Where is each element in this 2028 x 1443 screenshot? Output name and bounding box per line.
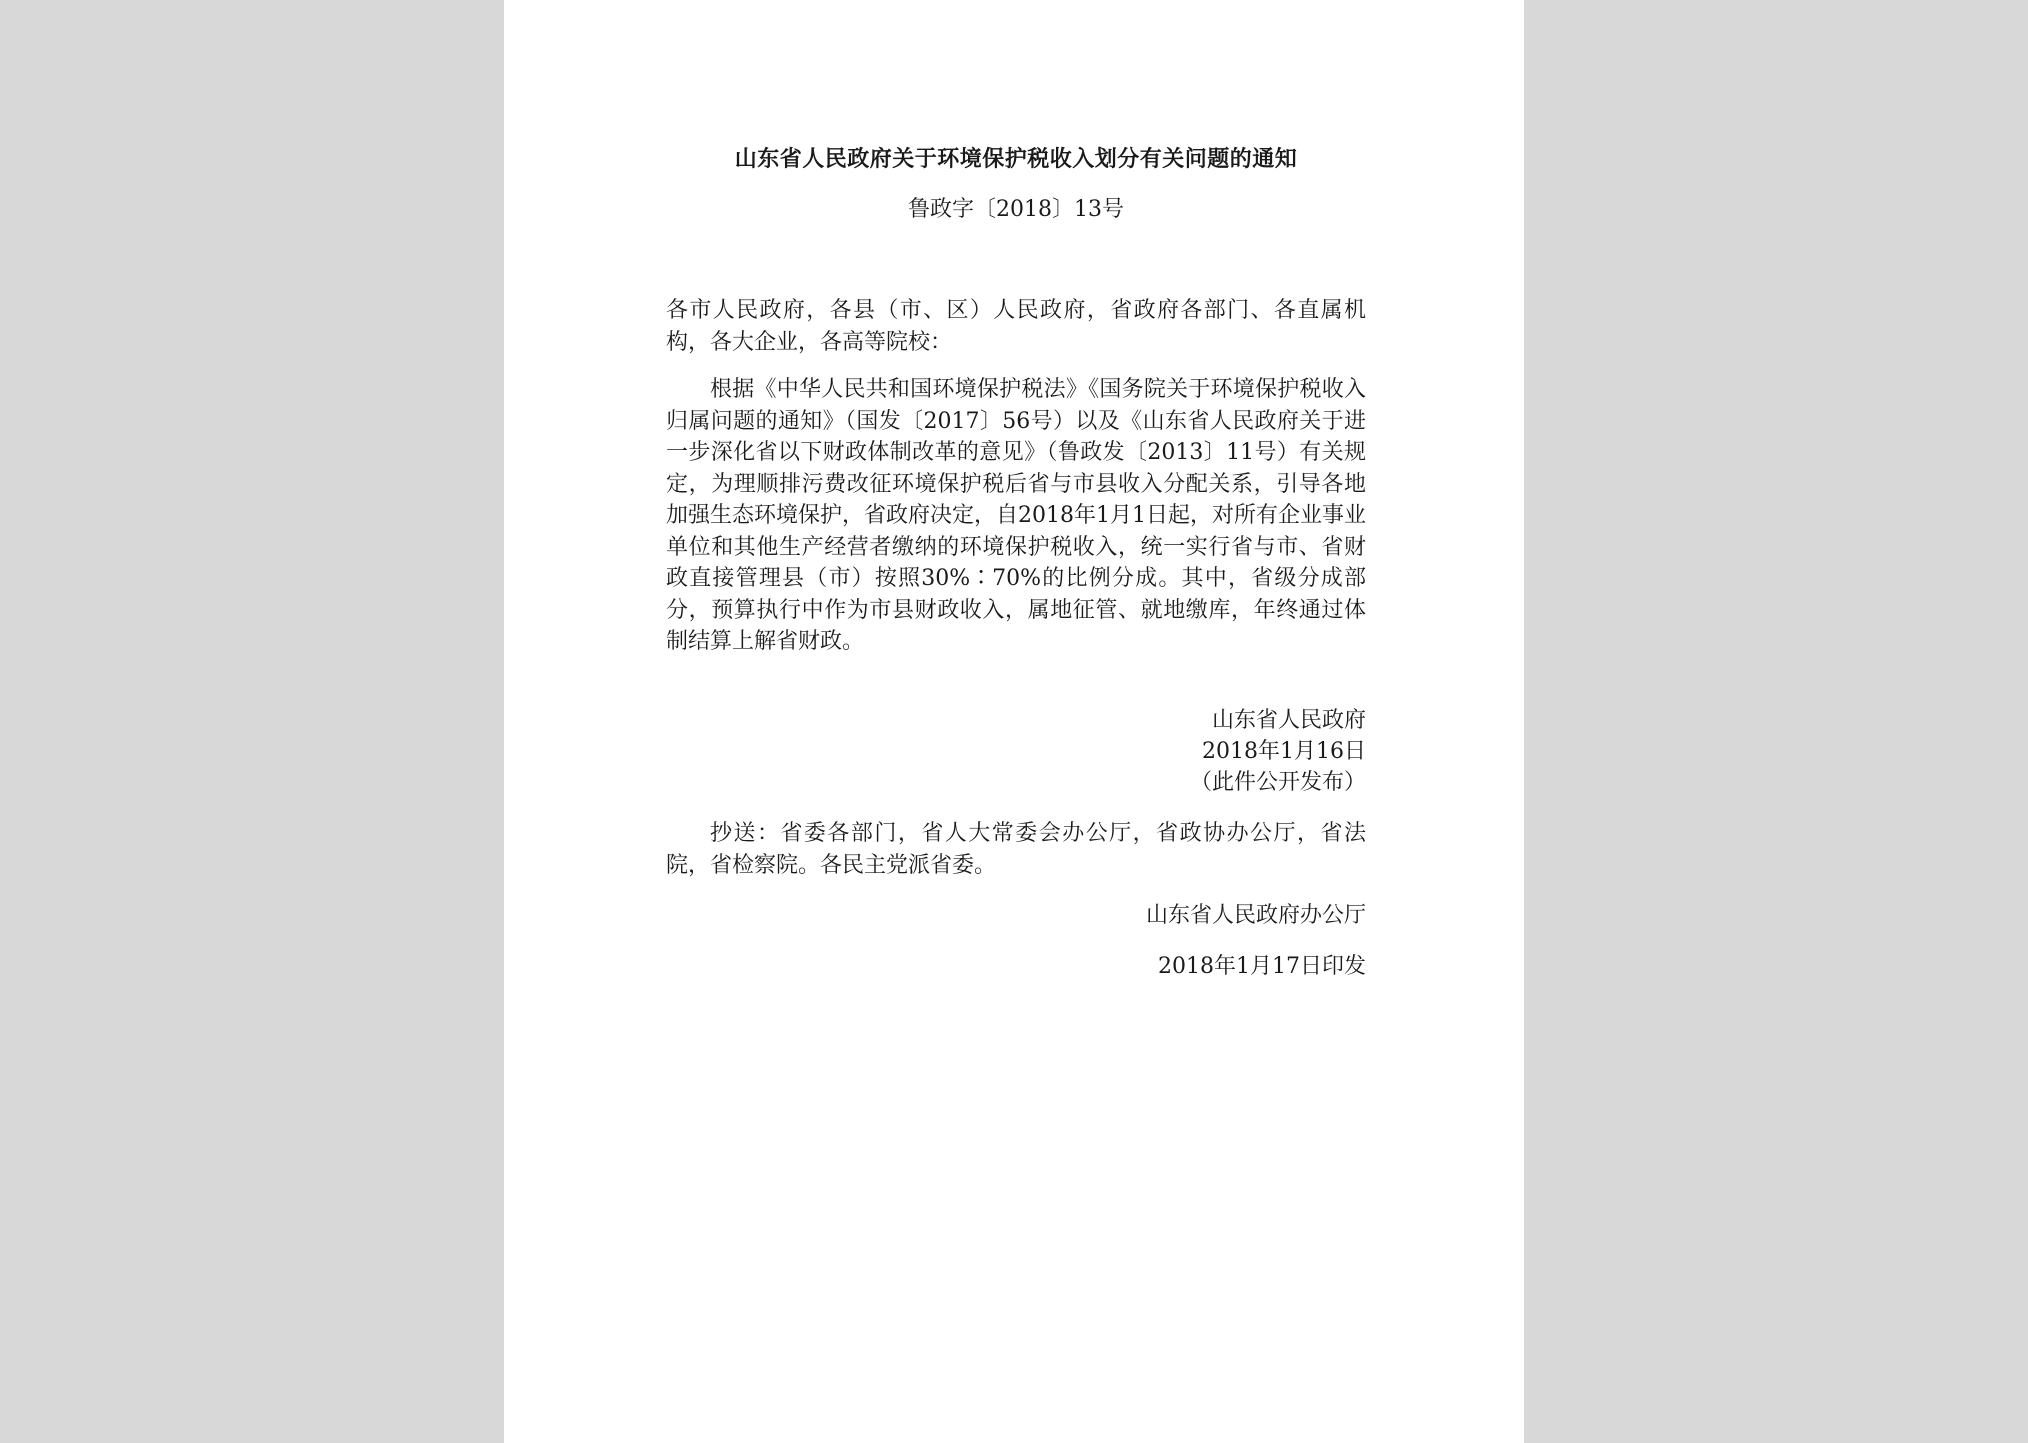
issuing-office: 山东省人民政府办公厅 (1145, 903, 1366, 928)
issue-date: 2018年1月16日 (1202, 739, 1366, 764)
print-date: 2018年1月17日印发 (1158, 954, 1366, 979)
issuer: 山东省人民政府 (1211, 708, 1366, 733)
cc-list: 抄送：省委各部门，省人大常委会办公厅，省政协办公厅，省法院，省检察院。各民主党派省委。 (666, 821, 1366, 878)
addressee: 各市人民政府，各县（市、区）人民政府，省政府各部门、各直属机构，各大企业，各高等院校： (666, 298, 1366, 355)
document-number: 鲁政字〔2018〕13号 (908, 197, 1124, 222)
public-note: （此件公开发布） (1189, 770, 1366, 795)
document-page (504, 0, 1524, 1443)
document-title: 山东省人民政府关于环境保护税收入划分有关问题的通知 (734, 146, 1298, 172)
body-paragraph: 根据《中华人民共和国环境保护税法》《国务院关于环境保护税收入归属问题的通知》（国发〔2017〕56号）以及《山东省人民政府关于进一步深化省以下财政体制改革的意见》（鲁政发〔2013〕11号）有关规定，为理顺排污费改征环境保护税后省与市县收入分配关系，引导各地加强生态环境保护，省政府决定，自2018年1月1日起，对所有企业事业单位和其他生产经营者缴纳的环境保护税收入，统一实行省与市、省财政直接管理县（市）按照30%∶70%的比例分成。其中，省级分成部分，预算执行中作为市县财政收入，属地征管、就地缴库，年终通过体制结算上解省财政。 (666, 377, 1366, 654)
